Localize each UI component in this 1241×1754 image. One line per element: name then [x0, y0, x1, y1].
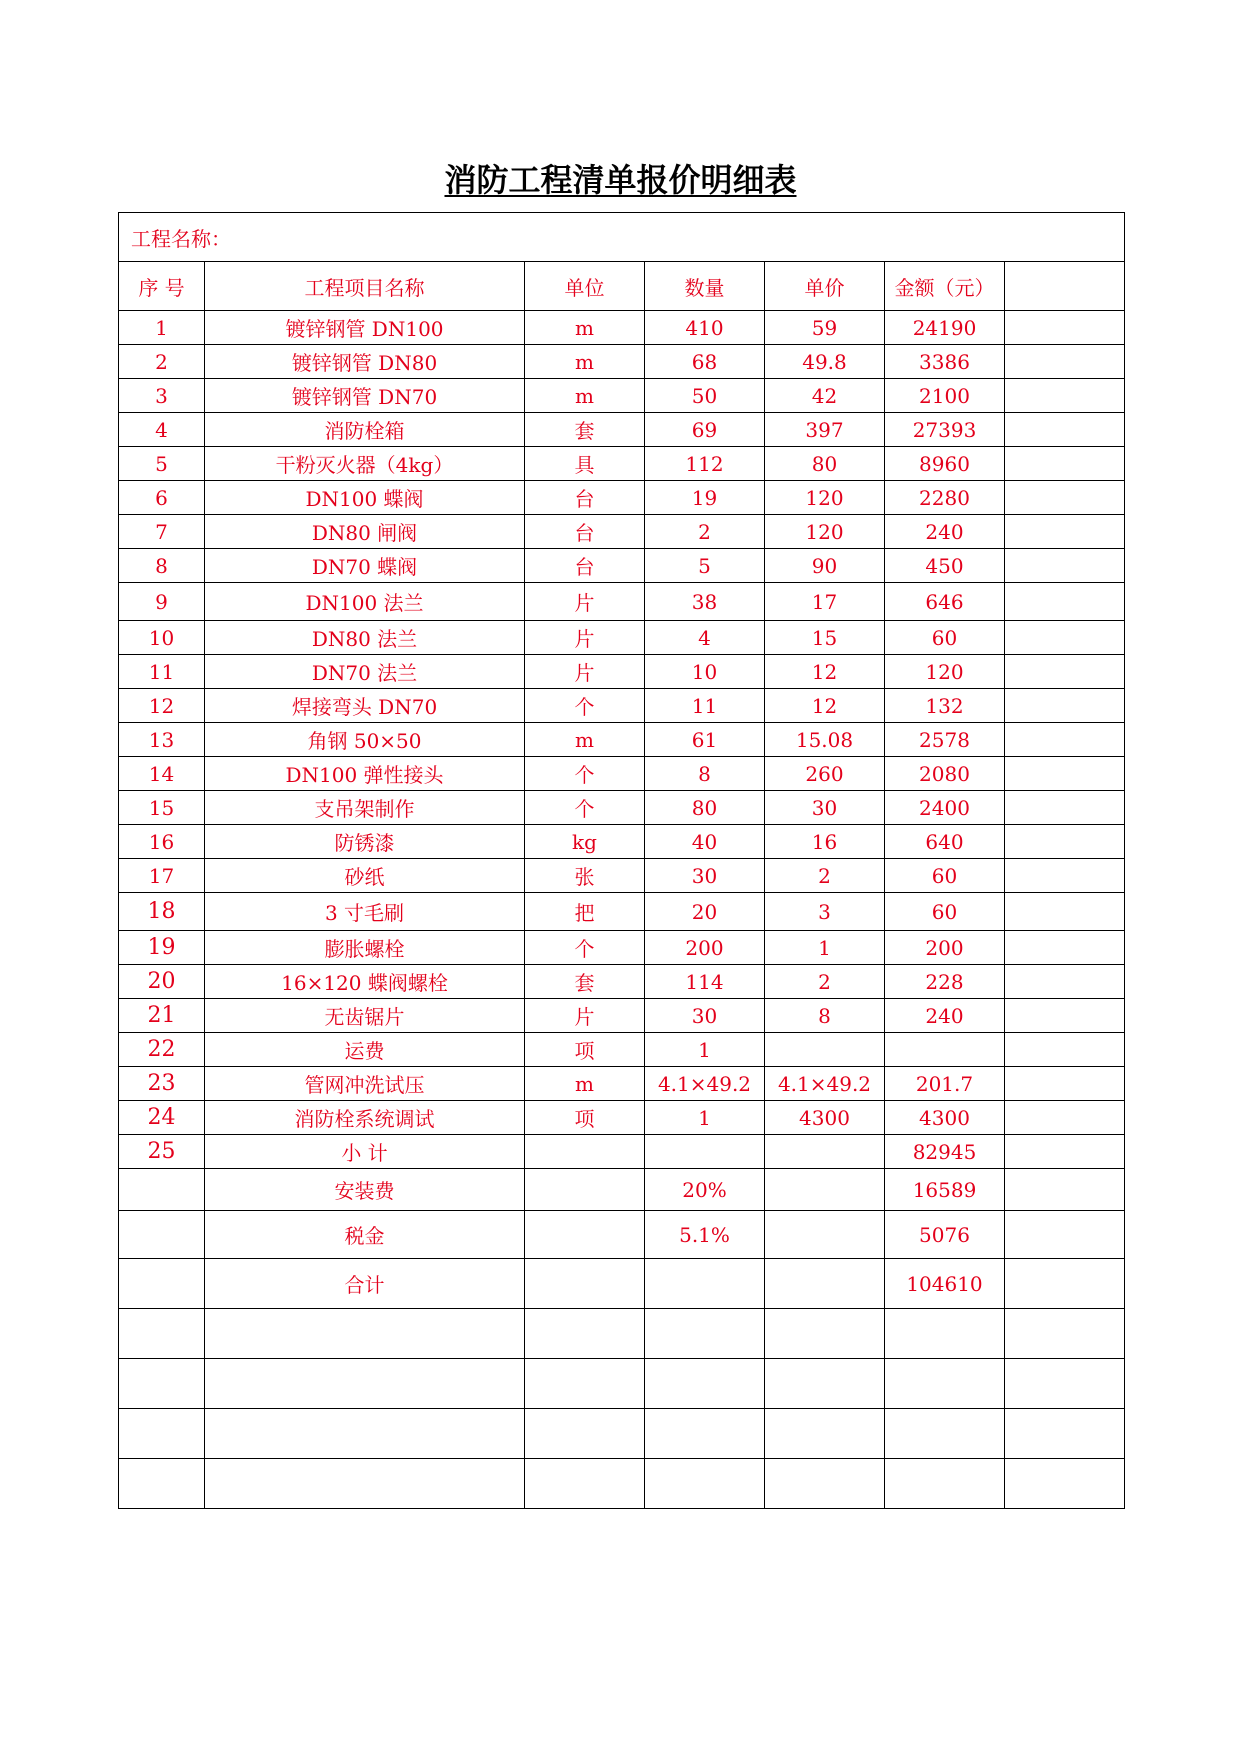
row-item-name: 镀锌钢管 DN100: [205, 311, 525, 345]
table-row: [119, 413, 1125, 447]
table-row: [119, 379, 1125, 413]
row-item-name: DN100 弹性接头: [205, 757, 525, 791]
table-row: [119, 689, 1125, 723]
row-unit-price: 49.8: [765, 345, 885, 379]
row-amount: 201.7: [885, 1067, 1005, 1101]
row-blank: [1005, 549, 1125, 583]
summary-name: 合计: [205, 1259, 525, 1309]
blank-cell: [1005, 1409, 1125, 1459]
row-blank: [1005, 825, 1125, 859]
row-unit: m: [525, 723, 645, 757]
row-amount: 3386: [885, 345, 1005, 379]
row-blank: [1005, 481, 1125, 515]
row-seq: 15: [119, 791, 205, 825]
row-seq: 21: [119, 999, 205, 1033]
summary-row: [119, 1169, 1125, 1211]
row-unit-price: [765, 1033, 885, 1067]
row-item-name: 16×120 蝶阀螺栓: [205, 965, 525, 999]
row-seq: 22: [119, 1033, 205, 1067]
row-amount: 60: [885, 859, 1005, 893]
row-unit: m: [525, 345, 645, 379]
summary-name: 税金: [205, 1211, 525, 1259]
row-seq: 10: [119, 621, 205, 655]
row-unit-price: 260: [765, 757, 885, 791]
row-unit-price: 2: [765, 965, 885, 999]
row-quantity: 68: [645, 345, 765, 379]
row-unit-price: 80: [765, 447, 885, 481]
summary-seq: [119, 1169, 205, 1211]
row-item-name: 砂纸: [205, 859, 525, 893]
row-quantity: 2: [645, 515, 765, 549]
row-unit: m: [525, 311, 645, 345]
row-item-name: 消防栓箱: [205, 413, 525, 447]
row-quantity: 30: [645, 859, 765, 893]
row-unit: 片: [525, 621, 645, 655]
row-seq: 17: [119, 859, 205, 893]
table-row: [119, 1135, 1125, 1169]
blank-cell: [205, 1309, 525, 1359]
summary-price: [765, 1169, 885, 1211]
row-unit-price: 12: [765, 655, 885, 689]
blank-cell: [645, 1359, 765, 1409]
quote-table: [118, 212, 1125, 1509]
row-quantity: 5: [645, 549, 765, 583]
blank-cell: [765, 1459, 885, 1509]
blank-cell: [645, 1409, 765, 1459]
row-unit: 台: [525, 481, 645, 515]
row-amount: 24190: [885, 311, 1005, 345]
row-quantity: 20: [645, 893, 765, 931]
row-blank: [1005, 859, 1125, 893]
header-unit: 单位: [525, 262, 645, 311]
summary-unit: [525, 1259, 645, 1309]
row-unit: 个: [525, 757, 645, 791]
summary-blank: [1005, 1169, 1125, 1211]
summary-price: [765, 1211, 885, 1259]
row-blank: [1005, 723, 1125, 757]
row-quantity: 80: [645, 791, 765, 825]
blank-cell: [885, 1309, 1005, 1359]
row-quantity: 38: [645, 583, 765, 621]
row-amount: 27393: [885, 413, 1005, 447]
row-unit: 张: [525, 859, 645, 893]
row-seq: 23: [119, 1067, 205, 1101]
row-item-name: 消防栓系统调试: [205, 1101, 525, 1135]
row-unit-price: 4.1×49.2: [765, 1067, 885, 1101]
row-blank: [1005, 757, 1125, 791]
row-item-name: 焊接弯头 DN70: [205, 689, 525, 723]
blank-cell: [765, 1409, 885, 1459]
row-seq: 13: [119, 723, 205, 757]
row-unit: 项: [525, 1033, 645, 1067]
row-item-name: 无齿锯片: [205, 999, 525, 1033]
row-amount: 640: [885, 825, 1005, 859]
row-unit-price: 4300: [765, 1101, 885, 1135]
header-unit-price: 单价: [765, 262, 885, 311]
row-blank: [1005, 1101, 1125, 1135]
row-amount: 200: [885, 931, 1005, 965]
row-amount: 2080: [885, 757, 1005, 791]
table-row: [119, 859, 1125, 893]
row-quantity: 10: [645, 655, 765, 689]
blank-cell: [645, 1459, 765, 1509]
row-unit: 把: [525, 893, 645, 931]
summary-amount: 5076: [885, 1211, 1005, 1259]
row-quantity: 200: [645, 931, 765, 965]
blank-cell: [525, 1409, 645, 1459]
row-unit-price: 1: [765, 931, 885, 965]
blank-cell: [885, 1409, 1005, 1459]
header-blank: [1005, 262, 1125, 311]
row-quantity: 410: [645, 311, 765, 345]
table-row: [119, 345, 1125, 379]
blank-cell: [765, 1309, 885, 1359]
header-quantity: 数量: [645, 262, 765, 311]
blank-cell: [765, 1359, 885, 1409]
row-blank: [1005, 791, 1125, 825]
table-row: [119, 481, 1125, 515]
row-amount: 450: [885, 549, 1005, 583]
table-row: [119, 757, 1125, 791]
blank-cell: [119, 1359, 205, 1409]
row-amount: 240: [885, 515, 1005, 549]
summary-rate: 20%: [645, 1169, 765, 1211]
row-unit-price: 3: [765, 893, 885, 931]
row-seq: 16: [119, 825, 205, 859]
blank-cell: [119, 1409, 205, 1459]
row-amount: 646: [885, 583, 1005, 621]
row-amount: 120: [885, 655, 1005, 689]
row-seq: 14: [119, 757, 205, 791]
row-quantity: 112: [645, 447, 765, 481]
row-seq: 8: [119, 549, 205, 583]
project-name-row: [119, 213, 1125, 262]
row-amount: 60: [885, 893, 1005, 931]
row-unit-price: 120: [765, 515, 885, 549]
header-seq: 序 号: [119, 262, 205, 311]
row-amount: 8960: [885, 447, 1005, 481]
row-unit: 具: [525, 447, 645, 481]
row-seq: 6: [119, 481, 205, 515]
row-blank: [1005, 1033, 1125, 1067]
table-row: [119, 447, 1125, 481]
row-unit: 套: [525, 965, 645, 999]
summary-blank: [1005, 1259, 1125, 1309]
table-row: [119, 965, 1125, 999]
summary-price: [765, 1259, 885, 1309]
project-name-label: 工程名称：: [119, 213, 1125, 262]
row-item-name: 镀锌钢管 DN70: [205, 379, 525, 413]
blank-cell: [205, 1459, 525, 1509]
row-unit-price: [765, 1135, 885, 1169]
row-blank: [1005, 413, 1125, 447]
row-item-name: 管网冲洗试压: [205, 1067, 525, 1101]
row-quantity: 11: [645, 689, 765, 723]
row-amount: 2280: [885, 481, 1005, 515]
row-quantity: 8: [645, 757, 765, 791]
row-quantity: 50: [645, 379, 765, 413]
row-unit-price: 15.08: [765, 723, 885, 757]
blank-cell: [205, 1409, 525, 1459]
table-row: [119, 549, 1125, 583]
title-text: 消防工程清单报价明细表: [444, 161, 797, 199]
blank-cell: [1005, 1459, 1125, 1509]
blank-cell: [525, 1459, 645, 1509]
row-unit: 个: [525, 791, 645, 825]
row-unit-price: 42: [765, 379, 885, 413]
blank-cell: [205, 1359, 525, 1409]
blank-cell: [119, 1459, 205, 1509]
row-item-name: DN100 蝶阀: [205, 481, 525, 515]
table-row: [119, 311, 1125, 345]
row-blank: [1005, 965, 1125, 999]
summary-row: [119, 1259, 1125, 1309]
row-amount: [885, 1033, 1005, 1067]
row-blank: [1005, 931, 1125, 965]
table-row: [119, 621, 1125, 655]
row-quantity: 1: [645, 1033, 765, 1067]
row-seq: 4: [119, 413, 205, 447]
summary-amount: 104610: [885, 1259, 1005, 1309]
row-item-name: 镀锌钢管 DN80: [205, 345, 525, 379]
row-quantity: 1: [645, 1101, 765, 1135]
summary-blank: [1005, 1211, 1125, 1259]
blank-cell: [645, 1309, 765, 1359]
row-item-name: 小 计: [205, 1135, 525, 1169]
row-quantity: 61: [645, 723, 765, 757]
row-unit: 台: [525, 515, 645, 549]
row-unit-price: 2: [765, 859, 885, 893]
blank-cell: [1005, 1359, 1125, 1409]
summary-name: 安装费: [205, 1169, 525, 1211]
row-quantity: [645, 1135, 765, 1169]
table-row: [119, 999, 1125, 1033]
table-row: [119, 655, 1125, 689]
row-amount: 132: [885, 689, 1005, 723]
row-blank: [1005, 311, 1125, 345]
row-blank: [1005, 621, 1125, 655]
table-row: [119, 893, 1125, 931]
row-blank: [1005, 583, 1125, 621]
row-unit-price: 30: [765, 791, 885, 825]
blank-row: [119, 1359, 1125, 1409]
row-seq: 20: [119, 965, 205, 999]
row-unit-price: 12: [765, 689, 885, 723]
table-row: [119, 583, 1125, 621]
row-seq: 18: [119, 893, 205, 931]
row-amount: 60: [885, 621, 1005, 655]
row-unit-price: 397: [765, 413, 885, 447]
row-unit-price: 16: [765, 825, 885, 859]
row-blank: [1005, 893, 1125, 931]
row-blank: [1005, 1135, 1125, 1169]
row-seq: 12: [119, 689, 205, 723]
blank-cell: [1005, 1309, 1125, 1359]
row-unit-price: 120: [765, 481, 885, 515]
row-quantity: 4: [645, 621, 765, 655]
summary-unit: [525, 1211, 645, 1259]
row-quantity: 4.1×49.2: [645, 1067, 765, 1101]
row-unit: m: [525, 379, 645, 413]
blank-row: [119, 1309, 1125, 1359]
row-unit: 项: [525, 1101, 645, 1135]
summary-seq: [119, 1211, 205, 1259]
row-seq: 7: [119, 515, 205, 549]
row-amount: 2578: [885, 723, 1005, 757]
summary-row: [119, 1211, 1125, 1259]
row-quantity: 30: [645, 999, 765, 1033]
row-item-name: 防锈漆: [205, 825, 525, 859]
table-row: [119, 791, 1125, 825]
row-unit: 套: [525, 413, 645, 447]
blank-cell: [525, 1359, 645, 1409]
row-unit: 片: [525, 999, 645, 1033]
row-unit: kg: [525, 825, 645, 859]
summary-rate: 5.1%: [645, 1211, 765, 1259]
row-seq: 11: [119, 655, 205, 689]
table-row: [119, 931, 1125, 965]
row-seq: 19: [119, 931, 205, 965]
row-blank: [1005, 379, 1125, 413]
row-unit: 片: [525, 583, 645, 621]
header-row: [119, 262, 1125, 311]
table-row: [119, 1101, 1125, 1135]
row-item-name: 膨胀螺栓: [205, 931, 525, 965]
row-item-name: 支吊架制作: [205, 791, 525, 825]
row-quantity: 114: [645, 965, 765, 999]
row-quantity: 40: [645, 825, 765, 859]
blank-cell: [885, 1359, 1005, 1409]
row-item-name: DN80 法兰: [205, 621, 525, 655]
row-amount: 4300: [885, 1101, 1005, 1135]
blank-row: [119, 1459, 1125, 1509]
header-amount: 金额（元）: [885, 262, 1005, 311]
row-quantity: 19: [645, 481, 765, 515]
row-seq: 9: [119, 583, 205, 621]
row-seq: 1: [119, 311, 205, 345]
row-amount: 228: [885, 965, 1005, 999]
summary-unit: [525, 1169, 645, 1211]
row-item-name: 运费: [205, 1033, 525, 1067]
row-blank: [1005, 1067, 1125, 1101]
row-unit: [525, 1135, 645, 1169]
row-amount: 2100: [885, 379, 1005, 413]
row-item-name: DN100 法兰: [205, 583, 525, 621]
row-blank: [1005, 515, 1125, 549]
row-unit: 台: [525, 549, 645, 583]
row-seq: 3: [119, 379, 205, 413]
row-unit-price: 15: [765, 621, 885, 655]
row-seq: 25: [119, 1135, 205, 1169]
row-unit-price: 8: [765, 999, 885, 1033]
summary-rate: [645, 1259, 765, 1309]
row-unit: 片: [525, 655, 645, 689]
row-amount: 2400: [885, 791, 1005, 825]
row-unit: 个: [525, 931, 645, 965]
row-unit-price: 17: [765, 583, 885, 621]
row-blank: [1005, 689, 1125, 723]
row-item-name: 角钢 50×50: [205, 723, 525, 757]
row-amount: 82945: [885, 1135, 1005, 1169]
row-item-name: 干粉灭火器（4kg）: [205, 447, 525, 481]
table-row: [119, 723, 1125, 757]
table-row: [119, 1033, 1125, 1067]
row-seq: 2: [119, 345, 205, 379]
blank-row: [119, 1409, 1125, 1459]
table-row: [119, 515, 1125, 549]
summary-seq: [119, 1259, 205, 1309]
row-unit: 个: [525, 689, 645, 723]
row-amount: 240: [885, 999, 1005, 1033]
row-item-name: 3 寸毛刷: [205, 893, 525, 931]
blank-cell: [885, 1459, 1005, 1509]
table-row: [119, 825, 1125, 859]
row-seq: 24: [119, 1101, 205, 1135]
header-item-name: 工程项目名称: [205, 262, 525, 311]
row-item-name: DN70 法兰: [205, 655, 525, 689]
row-unit-price: 90: [765, 549, 885, 583]
page-title: [0, 158, 1241, 202]
row-seq: 5: [119, 447, 205, 481]
blank-cell: [119, 1309, 205, 1359]
row-quantity: 69: [645, 413, 765, 447]
table-row: [119, 1067, 1125, 1101]
row-blank: [1005, 655, 1125, 689]
row-blank: [1005, 999, 1125, 1033]
row-item-name: DN70 蝶阀: [205, 549, 525, 583]
blank-cell: [525, 1309, 645, 1359]
row-unit-price: 59: [765, 311, 885, 345]
row-item-name: DN80 闸阀: [205, 515, 525, 549]
summary-amount: 16589: [885, 1169, 1005, 1211]
row-blank: [1005, 447, 1125, 481]
row-blank: [1005, 345, 1125, 379]
row-unit: m: [525, 1067, 645, 1101]
